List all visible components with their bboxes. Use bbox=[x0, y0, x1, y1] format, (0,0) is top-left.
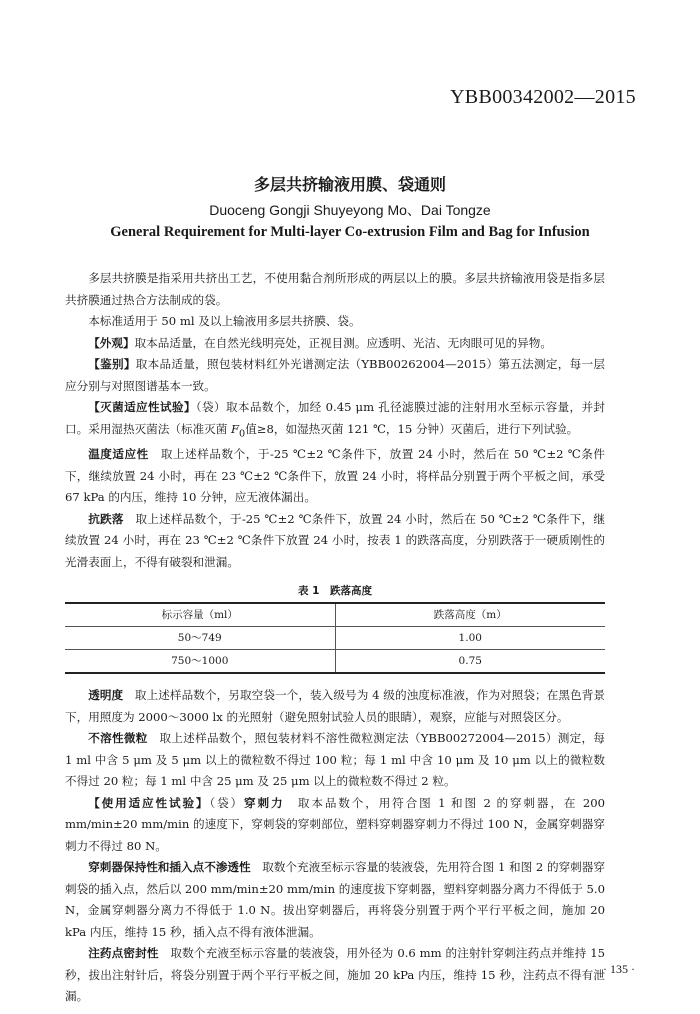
section-label-appearance: 【外观】 bbox=[88, 335, 135, 350]
usage-text: 取本品数个，用符合图 1 和图 2 的穿刺器，在 200 mm/min±20 mm/min 的速度下，穿刺袋的穿刺部位，塑料穿刺器穿刺力不得过 100 N，金属穿刺器穿刺力不得过 80 N。 bbox=[65, 795, 605, 853]
identification-text: 取本品适量，照包装材料红外光谱测定法（YBB00262004—2015）第五法测定，每一层应分别与对照图谱基本一致。 bbox=[65, 357, 605, 393]
paragraph-retention bbox=[65, 857, 605, 943]
paragraph-particles bbox=[65, 728, 605, 793]
paragraph-transparency bbox=[65, 685, 605, 728]
table-cell: 1.00 bbox=[335, 627, 605, 650]
table-caption: 表 1 跌落高度 bbox=[298, 585, 372, 598]
table-row bbox=[65, 627, 605, 650]
transparency-text: 取上述样品数个，另取空袋一个，装入级号为 4 级的浊度标准液，作为对照袋；在黑色背景下，用照度为 2000～3000 lx 的光照射（避免照射试验人员的眼睛），观察，应能与对照袋区分。 bbox=[65, 688, 605, 724]
table-header-row bbox=[65, 603, 605, 627]
section-label-injection-seal: 注药点密封性 bbox=[88, 946, 159, 961]
section-label-transparency: 透明度 bbox=[88, 688, 124, 703]
paragraph-identification bbox=[65, 354, 605, 397]
drop-height-table bbox=[65, 602, 605, 674]
injection-seal-text: 取数个充液至标示容量的装液袋，用外径为 0.6 mm 的注射针穿刺注药点并维持 15 秒，拔出注射针后，将袋分别置于两个平行平板之间，施加 20 kPa 内压，维持 15 秒，注药点不得有泄漏。 bbox=[65, 946, 605, 1004]
title-english: General Requirement for Multi-layer Co-extrusion Film and Bag for Infusion bbox=[110, 224, 590, 240]
sterilization-var-sub: 0 bbox=[239, 427, 246, 439]
particles-text: 取上述样品数个，照包装材料不溶性微粒测定法（YBB00272004—2015）测定，每 1 ml 中含 5 μm 及 5 μm 以上的微粒数不得过 100 粒；每 1 ml 中含 10 μm 及 10 μm 以上的微粒数不得过 20 粒；每 1 ml 中含 25 μm 及 25 μm 以上的微粒数不得过 2 粒。 bbox=[65, 731, 605, 789]
usage-bag-note: （袋） bbox=[209, 795, 245, 810]
table-row bbox=[65, 650, 605, 674]
page-number: · 135 · bbox=[603, 962, 635, 976]
table-cell: 0.75 bbox=[458, 654, 482, 667]
paragraph-scope: 本标准适用于 50 ml 及以上输液用多层共挤膜、袋。 bbox=[88, 314, 361, 328]
section-label-retention: 穿刺器保持性和插入点不渗透性 bbox=[88, 860, 251, 875]
sterilization-text-a: 取本品数个，加经 0.45 μm 孔径滤膜过滤的注射用水至标示容量，并封口。采用湿热灭菌法（标准灭菌 bbox=[65, 400, 606, 436]
temperature-text: 取上述样品数个，于-25 ℃±2 ℃条件下，放置 24 小时，然后在 50 ℃±2 ℃条件下，继续放置 24 小时，再在 23 ℃±2 ℃条件下，放置 24 小时，将样品分别置于两个平板之间，承受 67 kPa 的内压，维持 10 分钟，应无液体漏出。 bbox=[65, 447, 605, 505]
appearance-text: 取本品适量，在自然光线明亮处，正视目测。应透明、光洁、无肉眼可见的异物。 bbox=[134, 335, 552, 350]
table-cell: 750～1000 bbox=[65, 650, 335, 674]
drop-text: 取上述样品数个，于-25 ℃±2 ℃条件下，放置 24 小时，然后在 50 ℃±2 ℃条件下，继续放置 24 小时，再在 23 ℃±2 ℃条件下放置 24 小时，按表 1 的跌落高度，分别跌落于一硬质刚性的光滑表面上，不得有破裂和泄漏。 bbox=[65, 511, 605, 569]
section-label-sterilization: 【灭菌适应性试验】 bbox=[88, 400, 196, 414]
title-pinyin: Duoceng Gongji Shuyeyong Mo、Dai Tongze bbox=[209, 202, 491, 218]
standard-code: YBB00342002—2015 bbox=[450, 86, 636, 108]
sterilization-text-b: 值≥8，如湿热灭菌 121 ℃，15 分钟）灭菌后，进行下列试验。 bbox=[245, 421, 579, 436]
paragraph-temperature bbox=[65, 444, 605, 509]
paragraph-definition: 多层共挤膜是指采用共挤出工艺，不使用黏合剂所形成的两层以上的膜。多层共挤输液用袋是指多层共挤膜通过热合方法制成的袋。 bbox=[65, 271, 605, 307]
header-nominal-volume: 标示容量（ml） bbox=[65, 603, 335, 627]
title-chinese: 多层共挤输液用膜、袋通则 bbox=[253, 175, 446, 194]
paragraph-usage bbox=[65, 793, 605, 858]
section-label-usage: 【使用适应性试验】 bbox=[88, 795, 210, 810]
section-label-identification: 【鉴别】 bbox=[88, 357, 136, 371]
paragraph-sterilization bbox=[65, 397, 605, 444]
paragraph-appearance bbox=[65, 333, 605, 355]
document-body bbox=[65, 268, 605, 1008]
section-label-particles: 不溶性微粒 bbox=[88, 731, 148, 746]
section-label-temperature: 温度适应性 bbox=[88, 447, 149, 462]
table-cell: 50～749 bbox=[65, 627, 335, 650]
section-label-drop: 抗跌落 bbox=[88, 511, 124, 526]
drop-height-table-block bbox=[65, 582, 605, 674]
sterilization-bag-note: （袋） bbox=[195, 400, 226, 414]
retention-text: 取数个充液至标示容量的装液袋，先用符合图 1 和图 2 的穿刺器穿刺袋的插入点，然后以 200 mm/min±20 mm/min 的速度拔下穿刺器，塑料穿刺器分离力不得低于 5.0 N，金属穿刺器分离力不得低于 1.0 N。拔出穿刺器后，再将袋分别置于两个平行平板之间，施加 20 kPa 内压，维持 15 秒，插入点不得有液体泄漏。 bbox=[65, 860, 605, 939]
paragraph-drop bbox=[65, 509, 605, 574]
header-drop-height: 跌落高度（m） bbox=[433, 608, 507, 621]
section-label-puncture-force: 穿刺力 bbox=[244, 795, 285, 810]
paragraph-injection-seal bbox=[65, 943, 605, 1008]
sterilization-var-f: F bbox=[231, 421, 240, 436]
